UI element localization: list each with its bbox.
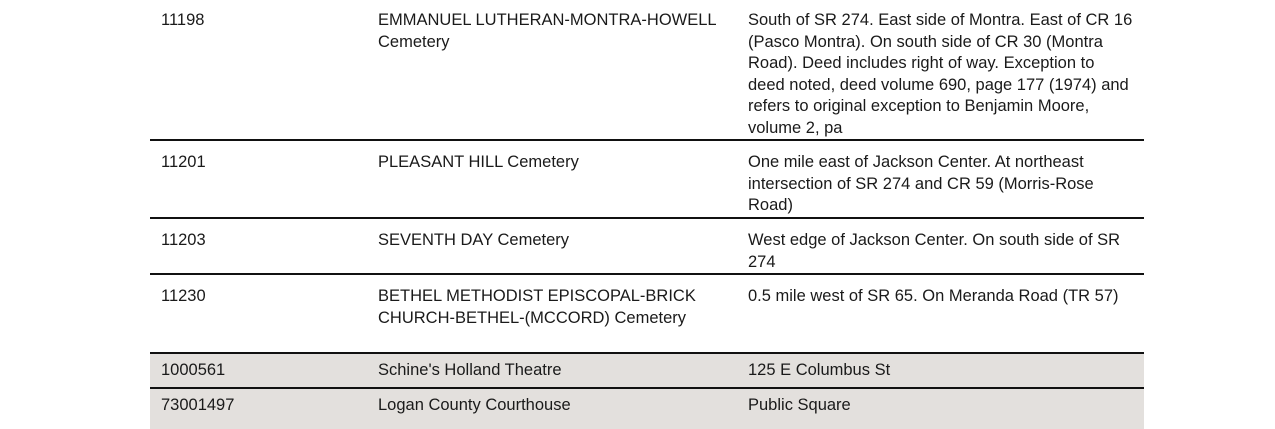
table-row — [150, 219, 1144, 273]
site-name: Logan County Courthouse — [378, 396, 571, 414]
table-row — [150, 141, 1144, 217]
table-row — [150, 389, 1144, 429]
cemetery-name: PLEASANT HILL Cemetery — [378, 153, 579, 171]
record-id: 11201 — [161, 153, 206, 171]
table-row — [150, 354, 1144, 387]
cemetery-name: EMMANUEL LUTHERAN-MONTRA-HOWELL Cemetery — [378, 11, 716, 51]
site-address: 125 E Columbus St — [748, 361, 891, 379]
location-description: West edge of Jackson Center. On south side of SR 274 — [748, 231, 1121, 271]
records-table — [150, 0, 1144, 429]
site-name: Schine's Holland Theatre — [378, 361, 562, 379]
location-description: South of SR 274. East side of Montra. East of CR 16 (Pasco Montra). On south side of CR 30 (Montra Road). Deed includes right of way. Exception to deed noted, deed volume 690, page 177 (1974) and refers to original exception to Benjamin Moore, volume 2, pa — [748, 11, 1133, 137]
record-id: 11203 — [161, 231, 206, 249]
site-address: Public Square — [748, 396, 851, 414]
record-id: 1000561 — [161, 361, 226, 379]
record-id: 11198 — [161, 11, 205, 29]
table-row — [150, 0, 1144, 139]
table-row — [150, 275, 1144, 352]
record-id: 11230 — [161, 287, 206, 305]
location-description: One mile east of Jackson Center. At northeast intersection of SR 274 and CR 59 (Morris-Rose Road) — [748, 153, 1094, 214]
cemetery-name: BETHEL METHODIST EPISCOPAL-BRICK CHURCH-BETHEL-(MCCORD) Cemetery — [378, 287, 696, 327]
location-description: 0.5 mile west of SR 65. On Meranda Road (TR 57) — [748, 287, 1119, 305]
cemetery-name: SEVENTH DAY Cemetery — [378, 231, 570, 249]
record-id: 73001497 — [161, 396, 235, 414]
